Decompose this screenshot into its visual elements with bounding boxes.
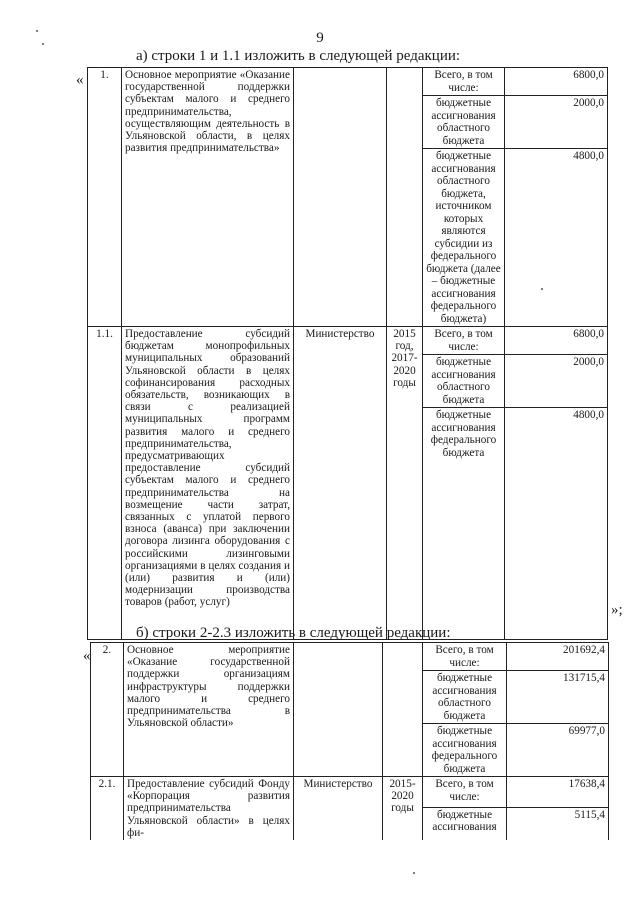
financing-amount: 17638,4 [507,777,609,808]
financing-amount: 4800,0 [505,408,608,640]
row-number: 2. [91,643,124,777]
financing-amount: 2000,0 [505,355,608,408]
row-executor: Министерство [294,777,383,841]
table-row [91,777,609,808]
row-period: 2015-2020 годы [383,777,423,841]
financing-amount: 6800,0 [505,327,608,355]
section-a-heading: а) строки 1 и 1.1 изложить в следующей редакции: [136,48,461,64]
financing-amount: 5115,4 [507,807,609,840]
financing-source: Всего, в том числе: [423,68,505,96]
row-executor: Министерство [294,327,387,640]
financing-amount: 201692,4 [507,643,609,671]
financing-source: Всего, в том числе: [423,777,507,808]
scan-speck [36,30,38,32]
financing-source: бюджетные ассигнования федерального бюджета [423,724,507,777]
financing-amount: 69977,0 [507,724,609,777]
financing-source: бюджетные ассигнования областного бюджета [423,671,507,724]
table-row [91,643,609,671]
financing-source: бюджетные ассигнования областного бюджета [423,96,505,149]
section-b-heading: б) строки 2-2.3 изложить в следующей редакции: [136,625,451,641]
page-number: 9 [316,30,324,46]
row-period [383,643,423,777]
scan-speck [42,43,44,45]
section-a-close-quote: »; [611,602,623,618]
row-period: 2015 год, 2017-2020 годы [387,327,423,640]
financing-amount: 4800,0 [505,149,608,327]
row-description: Основное мероприятие «Оказание государственной поддержки субъектам малого и среднего предпринимательства, осуществляющим деятельность в Ульяновской области, в целях развития предпринимательства» [122,68,294,327]
row-period [387,68,423,327]
table-row [88,68,608,96]
section-b-table [90,642,609,840]
row-description: Предоставление субсидий бюджетам монопрофильных муниципальных образований Ульяновской области в целях софинансирования расходных обязательств, возникающих в связи с реализацией муниципальных программ развития малого и среднего предпринимательства, предусматривающих предоставление субсидий субъектам малого и среднего предпринимательства на возмещение части затрат, связанных с уплатой первого взноса (аванса) при заключении договора лизинга оборудования с российскими лизинговыми организациями в целях создания и (или) развития и (или) модернизации производства товаров (работ, услуг) [122,327,294,640]
financing-source: бюджетные ассигнования областного бюджета [423,355,505,408]
section-b-open-quote: « [83,648,91,664]
row-executor [294,68,387,327]
row-description: Основное мероприятие «Оказание государственной поддержки организациям инфраструктуры поддержки малого и среднего предпринимательства в Ульяновской области» [124,643,294,777]
financing-amount: 2000,0 [505,96,608,149]
financing-source: Всего, в том числе: [423,327,505,355]
scan-speck [413,872,415,874]
financing-source: бюджетные ассигнования [423,807,507,840]
financing-source: бюджетные ассигнования областного бюджета, источником которых являются субсидии из федерального бюджета (далее – бюджетные ассигнования федерального бюджета) [423,149,505,327]
financing-source: бюджетные ассигнования федерального бюджета [423,408,505,640]
financing-amount: 6800,0 [505,68,608,96]
row-executor [294,643,383,777]
row-number: 1.1. [88,327,122,640]
row-number: 2.1. [91,777,124,841]
scan-speck [541,288,543,290]
row-number: 1. [88,68,122,327]
section-a-table [87,67,608,640]
financing-amount: 131715,4 [507,671,609,724]
section-a-open-quote: « [76,72,84,88]
financing-source: Всего, в том числе: [423,643,507,671]
row-description: Предоставление субсидий Фонду «Корпорация развития предпринимательства Ульяновской области» в целях фи- [124,777,294,841]
table-row [88,327,608,355]
